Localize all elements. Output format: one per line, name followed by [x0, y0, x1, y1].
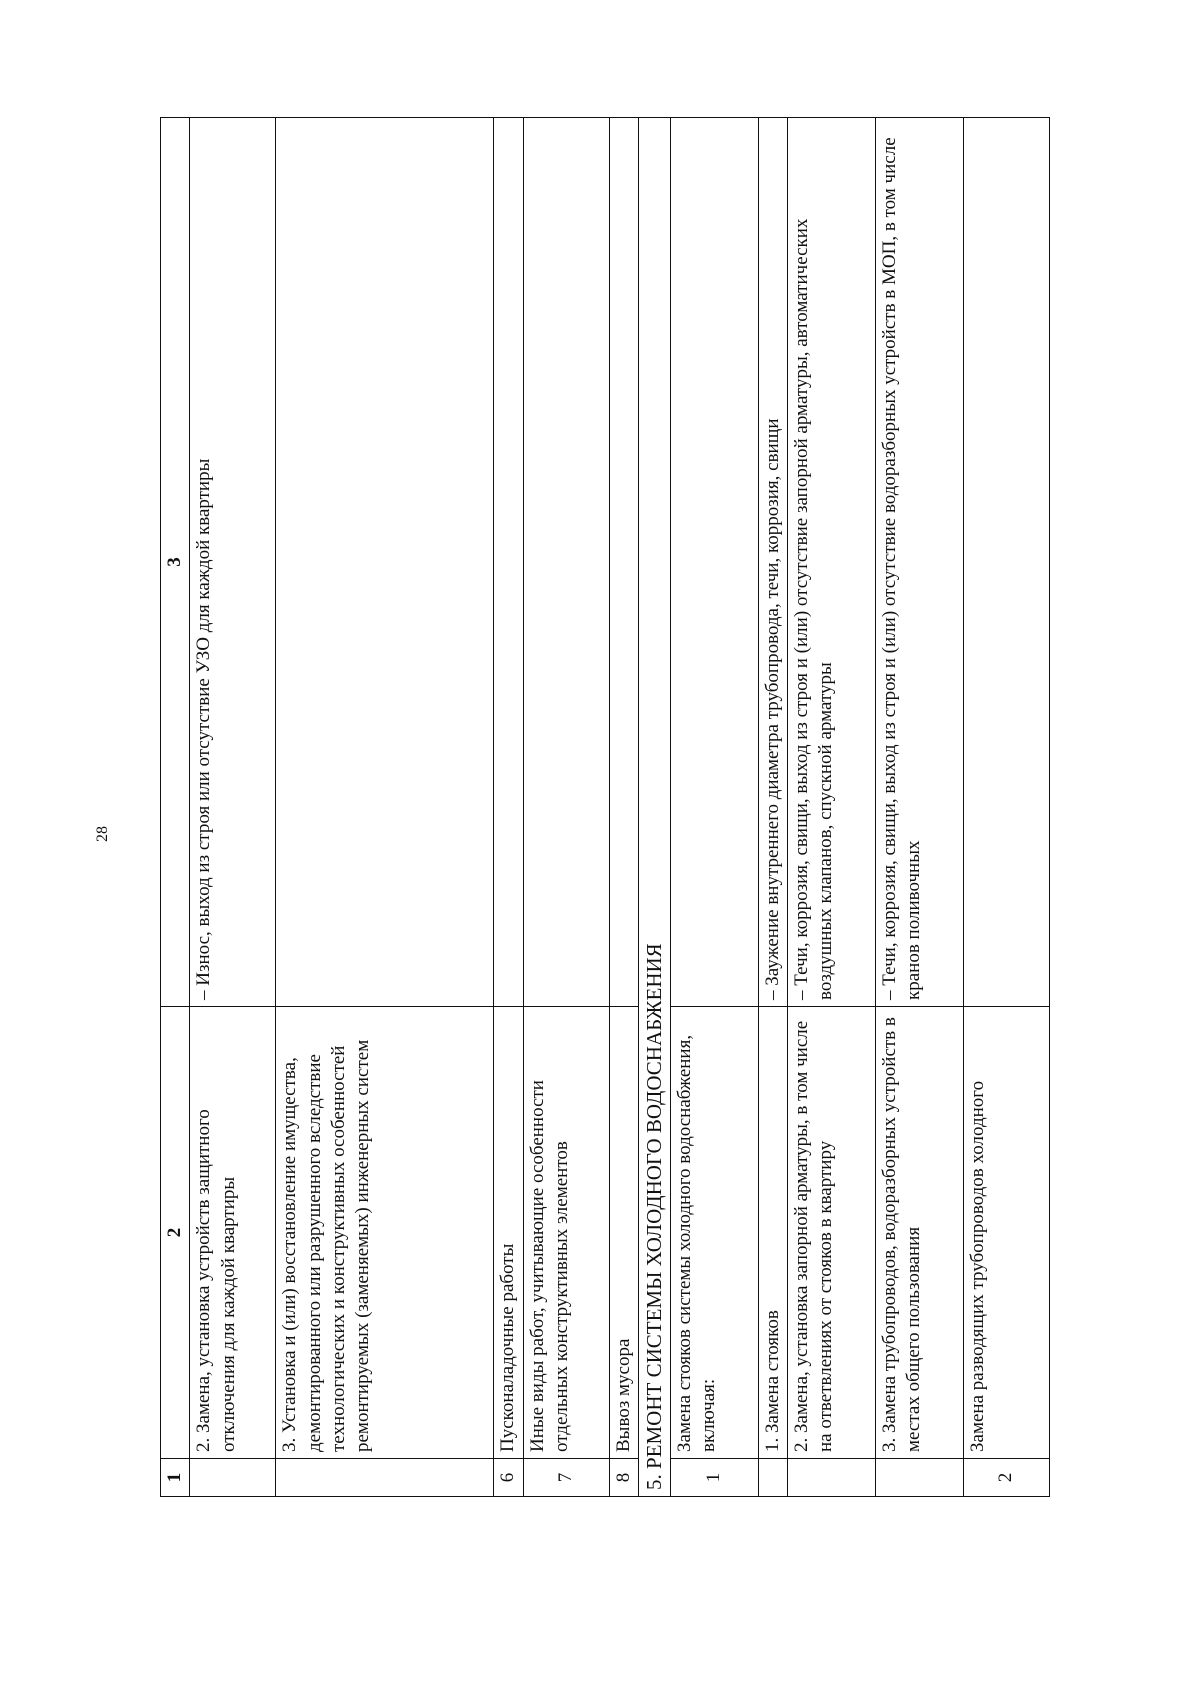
- table-row: [609, 118, 638, 1497]
- table-row: [523, 118, 609, 1497]
- defect-cell: [276, 118, 494, 1007]
- defect-cell: [609, 118, 638, 1007]
- row-number: [190, 1459, 276, 1497]
- defect-cell: – Течи, коррозия, свищи, выход из строя и (или) отсутствие запорной арматуры, автоматических воздушных клапанов, спускной арматуры: [788, 118, 876, 1007]
- row-number: 8: [609, 1459, 638, 1497]
- defect-cell: [964, 118, 1050, 1007]
- table-row: [670, 118, 758, 1497]
- row-number: [876, 1459, 964, 1497]
- row-number: [276, 1459, 494, 1497]
- row-number: 6: [494, 1459, 523, 1497]
- section-row: [638, 118, 670, 1497]
- table-header-row: [161, 118, 190, 1497]
- work-cell: 2. Замена, установка запорной арматуры, в том числе на ответвлениях от стояков в квартиру: [788, 1007, 876, 1459]
- defect-cell: – Заужение внутреннего диаметра трубопровода, течи, коррозия, свищи: [758, 118, 787, 1007]
- work-cell: Замена стояков системы холодного водоснабжения, включая:: [670, 1007, 758, 1459]
- work-cell: Иные виды работ, учитывающие особенности отдельных конструктивных элементов: [523, 1007, 609, 1459]
- work-cell: Вывоз мусора: [609, 1007, 638, 1459]
- defect-cell: – Износ, выход из строя или отсутствие УЗО для каждой квартиры: [190, 118, 276, 1007]
- header-col-3: 3: [161, 118, 190, 1007]
- row-number: 1: [670, 1459, 758, 1497]
- defect-cell: [494, 118, 523, 1007]
- defect-cell: – Течи, коррозия, свищи, выход из строя и (или) отсутствие водоразборных устройств в МОП, в том числе кранов поливочных: [876, 118, 964, 1007]
- header-col-2: 2: [161, 1007, 190, 1459]
- rotated-page-content: [160, 117, 1050, 1497]
- work-cell: Пусконаладочные работы: [494, 1007, 523, 1459]
- table-row: [494, 118, 523, 1497]
- row-number: [758, 1459, 787, 1497]
- section-title: 5. РЕМОНТ СИСТЕМЫ ХОЛОДНОГО ВОДОСНАБЖЕНИЯ: [638, 118, 670, 1497]
- header-col-1: 1: [161, 1459, 190, 1497]
- work-cell: 3. Установка и (или) восстановление имущества, демонтированного или разрушенного вследствие технологических и конструктивных особенностей ремонтируемых (заменяемых) инженерных систем: [276, 1007, 494, 1459]
- table-row: [964, 118, 1050, 1497]
- row-number: [788, 1459, 876, 1497]
- table-row: [758, 118, 787, 1497]
- works-defects-table: [160, 117, 1050, 1497]
- work-cell: 2. Замена, установка устройств защитного отключения для каждой квартиры: [190, 1007, 276, 1459]
- table-row: [190, 118, 276, 1497]
- work-cell: 3. Замена трубопроводов, водоразборных устройств в местах общего пользования: [876, 1007, 964, 1459]
- work-cell: 1. Замена стояков: [758, 1007, 787, 1459]
- page-number: 28: [94, 826, 111, 842]
- row-number: 2: [964, 1459, 1050, 1497]
- table-row: [788, 118, 876, 1497]
- defect-cell: [523, 118, 609, 1007]
- row-number: 7: [523, 1459, 609, 1497]
- work-cell: Замена разводящих трубопроводов холодного: [964, 1007, 1050, 1459]
- table-row: [876, 118, 964, 1497]
- defect-cell: [670, 118, 758, 1007]
- table-row: [276, 118, 494, 1497]
